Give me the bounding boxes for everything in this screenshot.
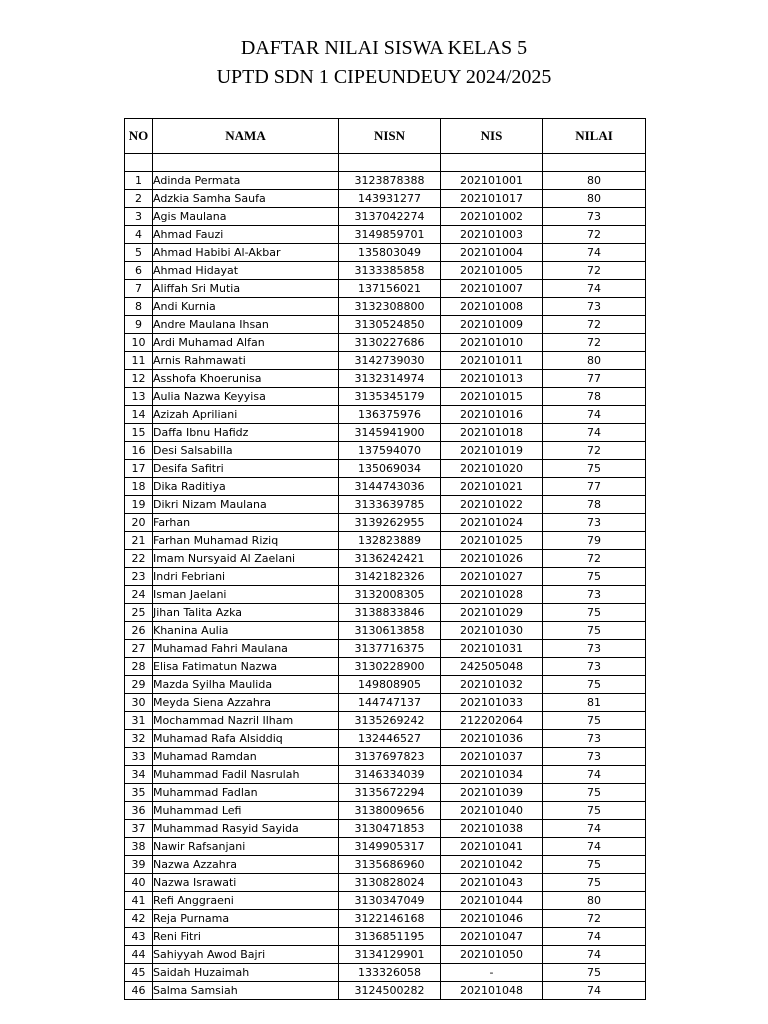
cell-nisn: 137594070: [339, 442, 441, 460]
cell-nisn: 3135672294: [339, 784, 441, 802]
cell-nisn: 3132008305: [339, 586, 441, 604]
cell-nis: 202101002: [441, 208, 543, 226]
cell-no: 2: [125, 190, 153, 208]
cell-no: 39: [125, 856, 153, 874]
cell-nisn: 3130828024: [339, 874, 441, 892]
cell-nilai: 74: [543, 982, 646, 1000]
title-line-2: UPTD SDN 1 CIPEUNDEUY 2024/2025: [216, 66, 552, 88]
cell-nisn: 132446527: [339, 730, 441, 748]
cell-no: 28: [125, 658, 153, 676]
cell-no: 33: [125, 748, 153, 766]
table-row: [125, 838, 646, 856]
table-row: [125, 784, 646, 802]
cell-nama: Muhamad Ramdan: [153, 748, 339, 766]
cell-nisn: 3130227686: [339, 334, 441, 352]
cell-nis: 202101010: [441, 334, 543, 352]
table-row: [125, 658, 646, 676]
table-row: [125, 172, 646, 190]
cell-nis: 202101007: [441, 280, 543, 298]
table-row: [125, 694, 646, 712]
table-row: [125, 190, 646, 208]
cell-nis: 202101050: [441, 946, 543, 964]
cell-no: 16: [125, 442, 153, 460]
cell-nis: 202101030: [441, 622, 543, 640]
cell-nis: 202101040: [441, 802, 543, 820]
table-row: [125, 766, 646, 784]
header-nama: NAMA: [153, 119, 339, 154]
cell-nama: Elisa Fatimatun Nazwa: [153, 658, 339, 676]
cell-no: 37: [125, 820, 153, 838]
cell-no: 42: [125, 910, 153, 928]
cell-nilai: 72: [543, 334, 646, 352]
cell-nama: Meyda Siena Azzahra: [153, 694, 339, 712]
cell-nis: 202101036: [441, 730, 543, 748]
cell-nama: Muhammad Lefi: [153, 802, 339, 820]
cell-nis: 202101041: [441, 838, 543, 856]
table-row: [125, 424, 646, 442]
cell-nama: Saidah Huzaimah: [153, 964, 339, 982]
cell-nama: Nazwa Azzahra: [153, 856, 339, 874]
cell-nisn: 135803049: [339, 244, 441, 262]
cell-nama: Farhan Muhamad Riziq: [153, 532, 339, 550]
cell-nama: Agis Maulana: [153, 208, 339, 226]
cell-nis: 202101029: [441, 604, 543, 622]
cell-nama: Muhammad Fadlan: [153, 784, 339, 802]
cell-no: 29: [125, 676, 153, 694]
cell-nilai: 75: [543, 604, 646, 622]
cell-nis: 202101015: [441, 388, 543, 406]
cell-nisn: 133326058: [339, 964, 441, 982]
cell-nilai: 75: [543, 874, 646, 892]
cell-nis: 202101024: [441, 514, 543, 532]
cell-nilai: 73: [543, 730, 646, 748]
cell-nilai: 80: [543, 190, 646, 208]
cell-no: 23: [125, 568, 153, 586]
cell-nilai: 74: [543, 406, 646, 424]
cell-nis: 202101027: [441, 568, 543, 586]
cell-nilai: 80: [543, 172, 646, 190]
table-row: [125, 946, 646, 964]
cell-nilai: 79: [543, 532, 646, 550]
cell-nama: Andre Maulana Ihsan: [153, 316, 339, 334]
cell-no: 35: [125, 784, 153, 802]
cell-nisn: 143931277: [339, 190, 441, 208]
table-row: [125, 982, 646, 1000]
header-nisn: NISN: [339, 119, 441, 154]
table-row: [125, 316, 646, 334]
cell-nisn: 3132308800: [339, 298, 441, 316]
cell-no: 17: [125, 460, 153, 478]
cell-nis: 202101003: [441, 226, 543, 244]
cell-nis: 202101022: [441, 496, 543, 514]
cell-nilai: 75: [543, 460, 646, 478]
cell-nilai: 73: [543, 586, 646, 604]
cell-nama: Adinda Permata: [153, 172, 339, 190]
cell-nisn: 3137042274: [339, 208, 441, 226]
cell-nis: 202101025: [441, 532, 543, 550]
cell-nilai: 75: [543, 568, 646, 586]
cell-no: 6: [125, 262, 153, 280]
table-row: [125, 586, 646, 604]
cell-no: 46: [125, 982, 153, 1000]
cell-nilai: 78: [543, 388, 646, 406]
cell-nis: 202101038: [441, 820, 543, 838]
cell-nis: 202101039: [441, 784, 543, 802]
cell-nisn: 3135345179: [339, 388, 441, 406]
cell-no: 12: [125, 370, 153, 388]
cell-nisn: 3123878388: [339, 172, 441, 190]
cell-nilai: 75: [543, 784, 646, 802]
cell-no: 26: [125, 622, 153, 640]
cell-nis: 202101028: [441, 586, 543, 604]
cell-nama: Mochammad Nazril Ilham: [153, 712, 339, 730]
cell-nis: 202101004: [441, 244, 543, 262]
cell-nis: 242505048: [441, 658, 543, 676]
cell-nisn: 3149859701: [339, 226, 441, 244]
table-row: [125, 604, 646, 622]
cell-nisn: 144747137: [339, 694, 441, 712]
cell-no: 5: [125, 244, 153, 262]
cell-nama: Ahmad Habibi Al-Akbar: [153, 244, 339, 262]
table-row: [125, 496, 646, 514]
cell-nama: Nawir Rafsanjani: [153, 838, 339, 856]
cell-nama: Ardi Muhamad Alfan: [153, 334, 339, 352]
cell-nis: 202101042: [441, 856, 543, 874]
cell-nis: 202101020: [441, 460, 543, 478]
cell-nisn: 3142182326: [339, 568, 441, 586]
cell-nama: Dikri Nizam Maulana: [153, 496, 339, 514]
cell-nama: Adzkia Samha Saufa: [153, 190, 339, 208]
cell-nilai: 72: [543, 226, 646, 244]
cell-nis: 202101044: [441, 892, 543, 910]
cell-nilai: 75: [543, 802, 646, 820]
cell-nama: Ahmad Fauzi: [153, 226, 339, 244]
cell-nama: Dika Raditiya: [153, 478, 339, 496]
cell-no: 43: [125, 928, 153, 946]
cell-nis: 202101019: [441, 442, 543, 460]
cell-nilai: 75: [543, 712, 646, 730]
cell-nis: 202101009: [441, 316, 543, 334]
cell-no: 14: [125, 406, 153, 424]
cell-nama: Asshofa Khoerunisa: [153, 370, 339, 388]
cell-nama: Muhamad Rafa Alsiddiq: [153, 730, 339, 748]
cell-nilai: 73: [543, 298, 646, 316]
table-row: [125, 352, 646, 370]
cell-nis: 202101031: [441, 640, 543, 658]
cell-nama: Desi Salsabilla: [153, 442, 339, 460]
cell-nisn: 3138833846: [339, 604, 441, 622]
cell-nisn: 3144743036: [339, 478, 441, 496]
cell-nilai: 75: [543, 622, 646, 640]
cell-nama: Aulia Nazwa Keyyisa: [153, 388, 339, 406]
cell-nilai: 81: [543, 694, 646, 712]
table-row: [125, 550, 646, 568]
cell-nilai: 78: [543, 496, 646, 514]
cell-nis: 202101017: [441, 190, 543, 208]
cell-nisn: 3137716375: [339, 640, 441, 658]
cell-nisn: 3138009656: [339, 802, 441, 820]
cell-nisn: 3130228900: [339, 658, 441, 676]
table-row: [125, 964, 646, 982]
table-row: [125, 298, 646, 316]
table-row: [125, 280, 646, 298]
cell-no: 36: [125, 802, 153, 820]
cell-no: 45: [125, 964, 153, 982]
cell-no: 8: [125, 298, 153, 316]
table-row: [125, 442, 646, 460]
cell-nilai: 74: [543, 946, 646, 964]
cell-nilai: 74: [543, 766, 646, 784]
cell-nama: Imam Nursyaid Al Zaelani: [153, 550, 339, 568]
cell-nisn: 3133639785: [339, 496, 441, 514]
cell-nilai: 74: [543, 838, 646, 856]
cell-nisn: 3130613858: [339, 622, 441, 640]
cell-nama: Nazwa Israwati: [153, 874, 339, 892]
cell-nis: 202101037: [441, 748, 543, 766]
cell-nisn: 3132314974: [339, 370, 441, 388]
document-title: [0, 34, 768, 92]
title-line-1: DAFTAR NILAI SISWA KELAS 5: [240, 37, 528, 59]
cell-nilai: 74: [543, 928, 646, 946]
cell-nisn: 3139262955: [339, 514, 441, 532]
header-no: NO: [125, 119, 153, 154]
cell-nisn: 3142739030: [339, 352, 441, 370]
cell-no: 3: [125, 208, 153, 226]
table-row: [125, 262, 646, 280]
cell-no: 44: [125, 946, 153, 964]
table-row: [125, 532, 646, 550]
grades-table: [124, 118, 646, 1000]
table-row: [125, 928, 646, 946]
cell-nama: Daffa Ibnu Hafidz: [153, 424, 339, 442]
cell-no: 41: [125, 892, 153, 910]
cell-nama: Reni Fitri: [153, 928, 339, 946]
cell-nama: Muhammad Rasyid Sayida: [153, 820, 339, 838]
cell-nisn: 3145941900: [339, 424, 441, 442]
table-row: [125, 730, 646, 748]
cell-no: 38: [125, 838, 153, 856]
cell-nilai: 74: [543, 424, 646, 442]
cell-nilai: 75: [543, 676, 646, 694]
cell-nis: 202101005: [441, 262, 543, 280]
cell-no: 34: [125, 766, 153, 784]
cell-no: 25: [125, 604, 153, 622]
table-row: [125, 676, 646, 694]
cell-nisn: 3130471853: [339, 820, 441, 838]
cell-nama: Jihan Talita Azka: [153, 604, 339, 622]
cell-no: 32: [125, 730, 153, 748]
cell-no: 20: [125, 514, 153, 532]
table-row: [125, 892, 646, 910]
cell-no: 27: [125, 640, 153, 658]
cell-nis: 202101048: [441, 982, 543, 1000]
cell-nis: 202101026: [441, 550, 543, 568]
cell-nis: 202101047: [441, 928, 543, 946]
cell-nisn: 3130347049: [339, 892, 441, 910]
table-row: [125, 712, 646, 730]
table-body: [125, 154, 646, 1000]
cell-no: 1: [125, 172, 153, 190]
cell-nilai: 74: [543, 820, 646, 838]
table-row: [125, 622, 646, 640]
cell-no: 13: [125, 388, 153, 406]
cell-nama: Reja Purnama: [153, 910, 339, 928]
cell-nama: Muhamad Fahri Maulana: [153, 640, 339, 658]
cell-nilai: 72: [543, 442, 646, 460]
cell-nama: Andi Kurnia: [153, 298, 339, 316]
table-row: [125, 856, 646, 874]
cell-nis: 202101018: [441, 424, 543, 442]
cell-nis: 202101043: [441, 874, 543, 892]
cell-nama: Arnis Rahmawati: [153, 352, 339, 370]
cell-nama: Desifa Safitri: [153, 460, 339, 478]
cell-no: 31: [125, 712, 153, 730]
cell-no: 11: [125, 352, 153, 370]
cell-nis: 202101032: [441, 676, 543, 694]
cell-nisn: 3136242421: [339, 550, 441, 568]
cell-no: 10: [125, 334, 153, 352]
cell-nilai: 73: [543, 640, 646, 658]
cell-nama: Isman Jaelani: [153, 586, 339, 604]
cell-nama: Khanina Aulia: [153, 622, 339, 640]
header-nilai: NILAI: [543, 119, 646, 154]
cell-nis: -: [441, 964, 543, 982]
cell-no: 30: [125, 694, 153, 712]
table-row: [125, 748, 646, 766]
cell-no: 4: [125, 226, 153, 244]
cell-nisn: 3137697823: [339, 748, 441, 766]
table-row: [125, 514, 646, 532]
table-row: [125, 370, 646, 388]
cell-no: 9: [125, 316, 153, 334]
cell-nisn: 3149905317: [339, 838, 441, 856]
header-nis: NIS: [441, 119, 543, 154]
cell-no: 24: [125, 586, 153, 604]
cell-nama: Mazda Syilha Maulida: [153, 676, 339, 694]
cell-nilai: 80: [543, 352, 646, 370]
cell-nisn: 136375976: [339, 406, 441, 424]
cell-nis: 202101016: [441, 406, 543, 424]
cell-nilai: 74: [543, 280, 646, 298]
cell-nisn: 135069034: [339, 460, 441, 478]
cell-no: 21: [125, 532, 153, 550]
cell-nilai: 73: [543, 748, 646, 766]
cell-nis: 202101033: [441, 694, 543, 712]
cell-nilai: 75: [543, 964, 646, 982]
cell-no: 40: [125, 874, 153, 892]
cell-nilai: 77: [543, 478, 646, 496]
cell-nilai: 72: [543, 262, 646, 280]
cell-nama: Azizah Apriliani: [153, 406, 339, 424]
table-row: [125, 910, 646, 928]
cell-nama: Sahiyyah Awod Bajri: [153, 946, 339, 964]
cell-nisn: 3130524850: [339, 316, 441, 334]
cell-nama: Aliffah Sri Mutia: [153, 280, 339, 298]
cell-nilai: 73: [543, 208, 646, 226]
table-row: [125, 478, 646, 496]
cell-nis: 202101021: [441, 478, 543, 496]
cell-nisn: 3122146168: [339, 910, 441, 928]
cell-nama: Refi Anggraeni: [153, 892, 339, 910]
cell-nilai: 73: [543, 514, 646, 532]
cell-nilai: 72: [543, 316, 646, 334]
table-row: [125, 640, 646, 658]
cell-nisn: 149808905: [339, 676, 441, 694]
table-row: [125, 226, 646, 244]
cell-nama: Muhammad Fadil Nasrulah: [153, 766, 339, 784]
cell-nilai: 77: [543, 370, 646, 388]
cell-nilai: 73: [543, 658, 646, 676]
cell-no: 7: [125, 280, 153, 298]
table-row: [125, 388, 646, 406]
table-row: [125, 802, 646, 820]
cell-nama: Salma Samsiah: [153, 982, 339, 1000]
table-row: [125, 208, 646, 226]
cell-nilai: 72: [543, 910, 646, 928]
cell-nis: 202101034: [441, 766, 543, 784]
table-row: [125, 406, 646, 424]
cell-nilai: 75: [543, 856, 646, 874]
cell-nis: 202101046: [441, 910, 543, 928]
cell-nama: Ahmad Hidayat: [153, 262, 339, 280]
cell-nis: 212202064: [441, 712, 543, 730]
cell-nisn: 137156021: [339, 280, 441, 298]
cell-nis: 202101013: [441, 370, 543, 388]
cell-nilai: 72: [543, 550, 646, 568]
cell-no: 19: [125, 496, 153, 514]
cell-nisn: 3146334039: [339, 766, 441, 784]
cell-nisn: 132823889: [339, 532, 441, 550]
table-row: [125, 334, 646, 352]
cell-nisn: 3135269242: [339, 712, 441, 730]
cell-nilai: 74: [543, 244, 646, 262]
cell-nama: Farhan: [153, 514, 339, 532]
cell-no: 18: [125, 478, 153, 496]
table-header: [125, 119, 646, 154]
table-row: [125, 820, 646, 838]
table-row: [125, 568, 646, 586]
cell-nisn: 3135686960: [339, 856, 441, 874]
cell-nilai: 80: [543, 892, 646, 910]
table-row: [125, 874, 646, 892]
cell-nisn: 3134129901: [339, 946, 441, 964]
cell-nama: Indri Febriani: [153, 568, 339, 586]
table-row: [125, 244, 646, 262]
cell-nisn: 3124500282: [339, 982, 441, 1000]
cell-nisn: 3136851195: [339, 928, 441, 946]
cell-no: 15: [125, 424, 153, 442]
cell-nis: 202101008: [441, 298, 543, 316]
cell-nis: 202101011: [441, 352, 543, 370]
cell-nis: 202101001: [441, 172, 543, 190]
table-row: [125, 460, 646, 478]
cell-nisn: 3133385858: [339, 262, 441, 280]
cell-no: 22: [125, 550, 153, 568]
